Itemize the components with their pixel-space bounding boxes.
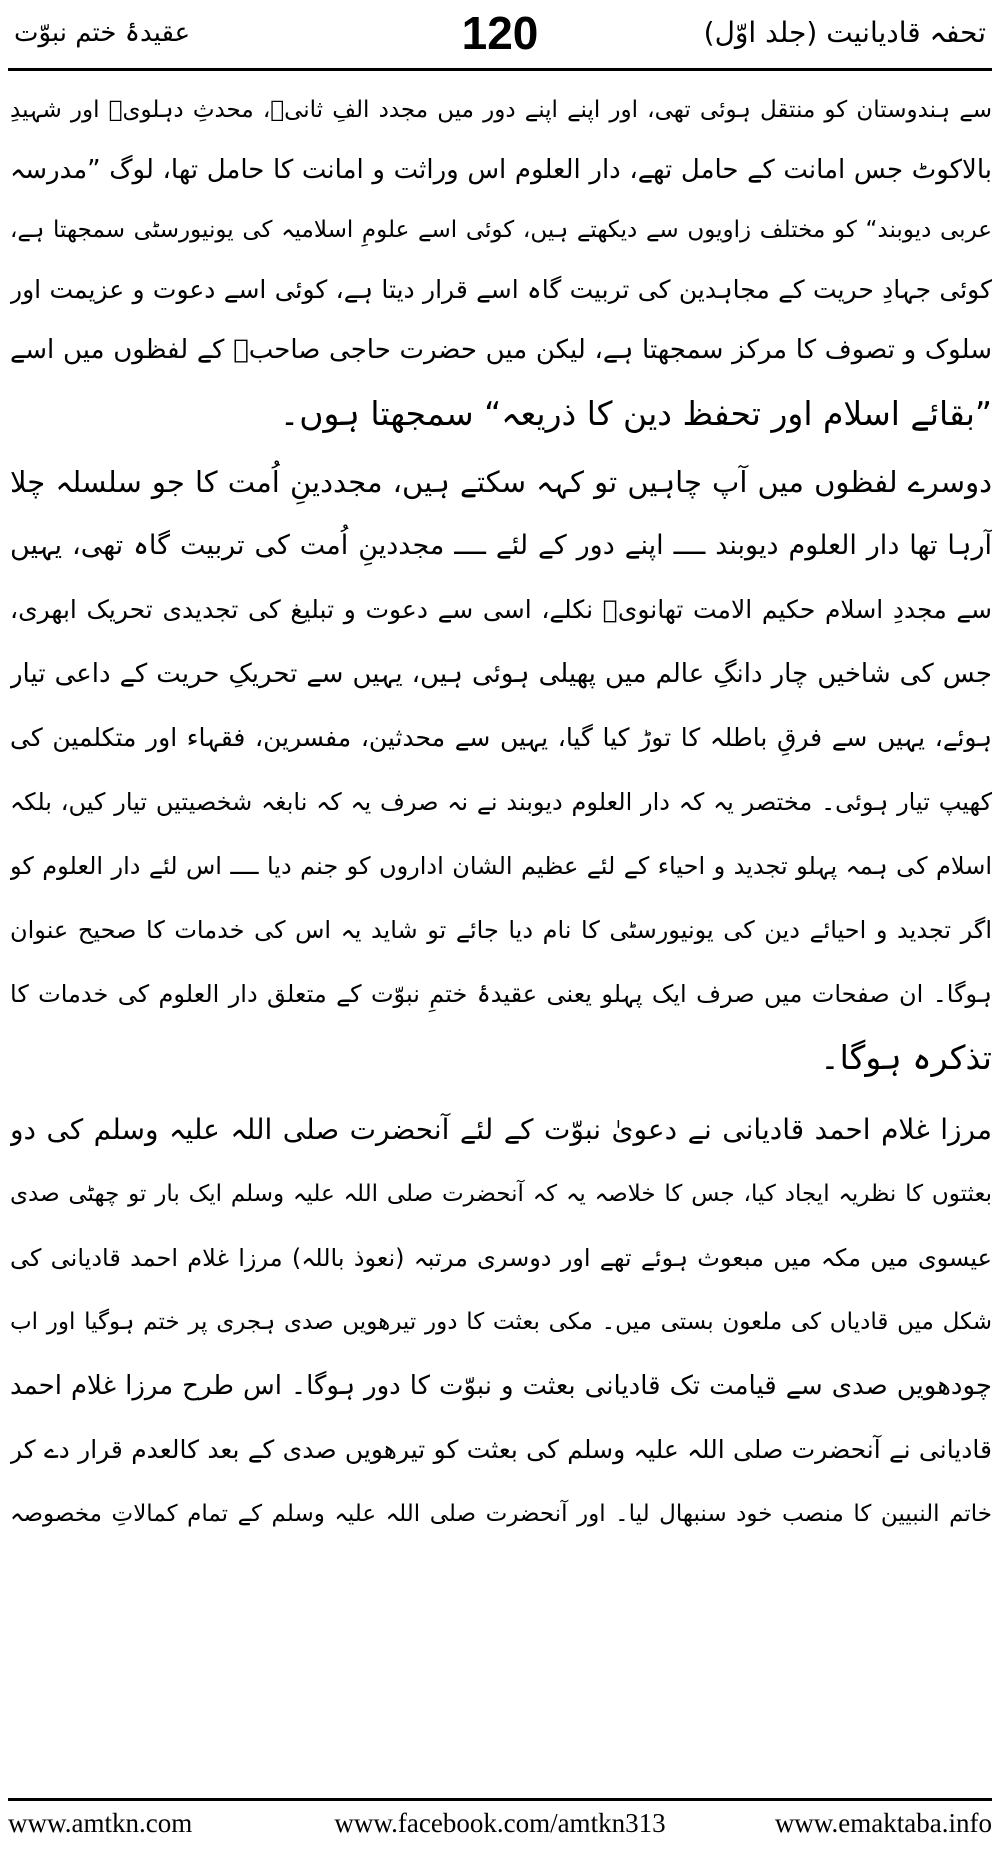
text-line: کھیپ تیار ہوئی۔ مختصر یہ کہ دار العلوم دیوبند نے نہ صرف یہ کہ نابغہ شخصیتیں تیار کیں، بلکہ	[10, 788, 992, 816]
text-line: شکل میں قادیاں کی ملعون بستی میں۔ مکی بعثت کا دور تیرھویں صدی ہجری پر ختم ہوگیا اور اب	[10, 1309, 992, 1335]
page-header	[10, 6, 990, 64]
text-line: سے ہندوستان کو منتقل ہوئی تھی، اور اپنے اپنے دور میں مجدد الفِ ثانیؒ، محدثِ دہلویؒ اور شہیدِ	[10, 97, 992, 123]
text-line: سے مجددِ اسلام حکیم الامت تھانویؒ نکلے، اسی سے دعوت و تبلیغ کی تجدیدی تحریک ابھری،	[10, 595, 992, 624]
page-footer	[8, 1806, 992, 1846]
footer-link-emaktaba[interactable]: www.emaktaba.info	[774, 1808, 992, 1838]
text-line: دوسرے لفظوں میں آپ چاہیں تو کہہ سکتے ہیں، مجددینِ اُمت کا جو سلسلہ چلا	[10, 465, 992, 499]
text-line: جس کی شاخیں چار دانگِ عالم میں پھیلی ہوئی ہیں، یہیں سے تحریکِ حریت کے داعی تیار	[10, 659, 992, 689]
text-line: بعثتوں کا نظریہ ایجاد کیا، جس کا خلاصہ یہ کہ آنحضرت صلی اللہ علیہ وسلم ایک بار تو چھٹی صدی	[10, 1181, 992, 1207]
text-line: بالاکوٹ جس امانت کے حامل تھے، دار العلوم اس وراثت و امانت کا حامل تھا، لوگ ”مدرسہ	[10, 155, 992, 185]
text-line: آرہا تھا دار العلوم دیوبند ــــ اپنے دور کے لئے ــــ مجددینِ اُمت کی تربیت گاہ تھی، یہیں	[10, 530, 992, 561]
text-line: ”بقائے اسلام اور تحفظ دین کا ذریعہ“ سمجھتا ہوں۔	[279, 394, 992, 433]
text-line: اگر تجدید و احیائے دین کی یونیورسٹی کا نام دیا جائے تو شاید یہ اس کی خدمات کا صحیح عنوان	[10, 916, 992, 944]
text-line: خاتم النبیین کا منصب خود سنبھال لیا۔ اور آنحضرت صلی اللہ علیہ وسلم کے تمام کمالاتِ مخصوصہ	[10, 1501, 992, 1527]
text-line: ہوگا۔ ان صفحات میں صرف ایک پہلو یعنی عقیدۂ ختمِ نبوّت کے متعلق دار العلوم کی خدمات کا	[10, 980, 992, 1008]
text-line: چودھویں صدی سے قیامت تک قادیانی بعثت و نبوّت کا دور ہوگا۔ اس طرح مرزا غلام احمد	[10, 1371, 992, 1401]
footer-divider	[8, 1798, 992, 1801]
book-title: تحفہ قادیانیت (جلد اوّل)	[703, 16, 986, 49]
text-line: عیسوی میں مکہ میں مبعوث ہوئے تھے اور دوسری مرتبہ (نعوذ باللہ) مرزا غلام احمد قادیانی کی	[10, 1244, 992, 1272]
header-divider	[8, 68, 992, 71]
text-line: تذکرہ ہوگا۔	[820, 1038, 992, 1077]
text-line: ہوئے، یہیں سے فرقِ باطلہ کا توڑ کیا گیا، یہیں سے محدثین، مفسرین، فقہاء اور متکلمین کی	[10, 723, 992, 752]
text-line: اسلام کی ہمہ پہلو تجدید و احیاء کے لئے عظیم الشان اداروں کو جنم دیا ــــ اس لئے دار العلوم کو	[10, 852, 992, 880]
page-number: 120	[461, 7, 539, 59]
text-line: مرزا غلام احمد قادیانی نے دعویٰ نبوّت کے لئے آنحضرت صلی اللہ علیہ وسلم کی دو	[10, 1113, 992, 1146]
text-line: کوئی جہادِ حریت کے مجاہدین کی تربیت گاہ اسے قرار دیتا ہے، کوئی اسے دعوت و عزیمت اور	[10, 275, 992, 304]
text-line: قادیانی نے آنحضرت صلی اللہ علیہ وسلم کی بعثت کو تیرھویں صدی کے بعد کالعدم قرار دے کر	[10, 1435, 992, 1464]
chapter-title: عقیدۂ ختم نبوّت	[14, 18, 191, 48]
text-line: سلوک و تصوف کا مرکز سمجھتا ہے، لیکن میں حضرت حاجی صاحبؒ کے لفظوں میں اسے	[10, 335, 992, 365]
footer-link-amtkn[interactable]: www.amtkn.com	[8, 1808, 193, 1838]
footer-link-facebook[interactable]: www.facebook.com/amtkn313	[334, 1808, 666, 1838]
text-line: عربی دیوبند“ کو مختلف زاویوں سے دیکھتے ہیں، کوئی اسے علومِ اسلامیہ کی یونیورسٹی سمجھتا ہے،	[10, 217, 992, 243]
body-text	[10, 80, 992, 1790]
